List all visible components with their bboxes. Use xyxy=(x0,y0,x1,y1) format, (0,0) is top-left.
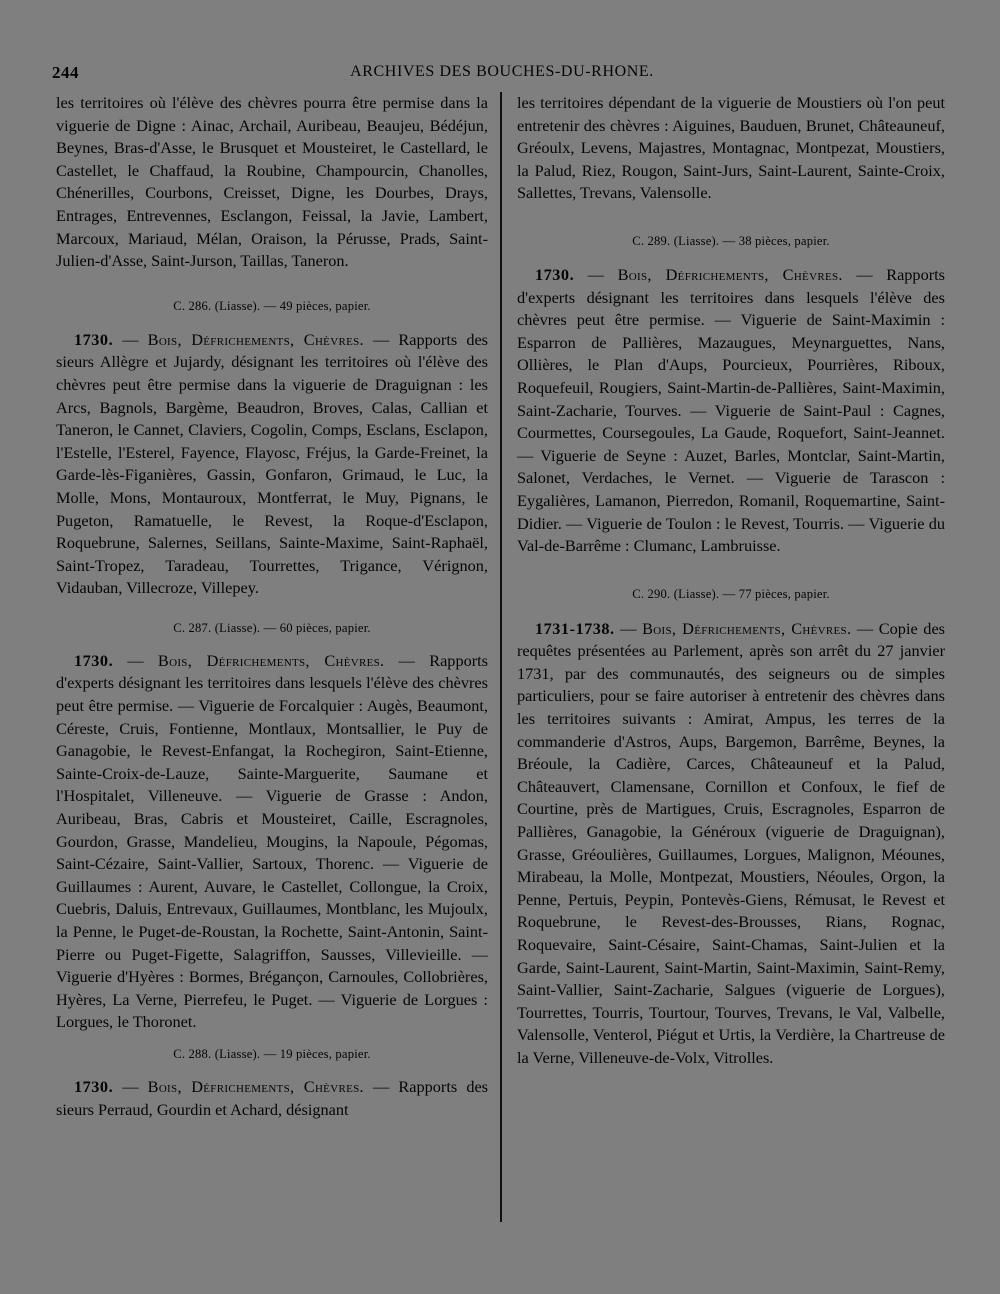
running-title: ARCHIVES DES BOUCHES-DU-RHONE. xyxy=(350,63,654,80)
entry-text: — Rapports d'experts désignant les territoires dans lesquels l'élève des chèvres peut être permise. — Viguerie de Saint-Maximin : Esparron de Pallières, Mazaugues, Meynarguettes, Nans, Ollières, le Plan d'Aups, Pourcieux, Pourrières, Riboux, Roquefeuil, Rougiers, Saint-Martin-de-Pallières, Saint-Maximin, Saint-Zacharie, Tourves. — Viguerie de Saint-Paul : Cagnes, Courmettes, Coursegoules, La Gaude, Roquefort, Saint-Jeannet. — Viguerie de Seyne : Auzet, Barles, Montclar, Saint-Martin, Salonet, Verdaches, le Vernet. — Viguerie de Tarascon : Eygalières, Lamanon, Pierredon, Romanil, Roquemartine, Saint-Didier. — Viguerie de Toulon : le Revest, Tourris. — Viguerie du Val-de-Barrême : Clumanc, Lambruisse. xyxy=(517,264,945,556)
entry-subject: Bois, Défrichements, Chèvres. xyxy=(157,650,385,670)
archive-reference: C. 286. (Liasse). — 49 pièces, papier. xyxy=(173,298,371,313)
entry-date: 1730. xyxy=(74,650,114,670)
entry-date: 1731-1738. xyxy=(535,618,615,638)
entry-subject: Bois, Défrichements, Chèvres. xyxy=(147,329,364,349)
entry-subject: Bois, Défrichements, Chèvres. xyxy=(642,618,852,638)
entry-text: — Rapports des sieurs Allègre et Jujardy, désignant les territoires où l'élève des chèvres peut être permise dans la viguerie de Draguignan : les Arcs, Bagnols, Bargème, Beaudron, Broves, Calas, Callian et Taneron, le Cannet, Claviers, Cogolin, Comps, Esclans, Esclapon, l'Estelle, l'Esterel, Fayence, Flayosc, Fréjus, la Garde-Freinet, la Garde-lès-Figanières, Gassin, Gonfaron, Grimaud, le Luc, la Molle, Mons, Montauroux, Montferrat, le Muy, Pignans, le Pugeton, Ramatuelle, le Revest, la Roque-d'Esclapon, Roquebrune, Salernes, Seillans, Sainte-Maxime, Saint-Raphaël, Saint-Tropez, Taradeau, Tourrettes, Trigance, Vérignon, Vidauban, Villecroze, Villepey. xyxy=(56,329,489,598)
archive-reference: C. 287. (Liasse). — 60 pièces, papier. xyxy=(173,620,371,635)
entry-text: — Copie des requêtes présentées au Parlement, après son arrêt du 27 janvier 1731, par des communautés, des seigneurs ou de simples particuliers, pour se faire autoriser à entretenir des chèvres dans les territoires suivants : Amirat, Ampus, les terres de la commanderie d'Astros, Aups, Bargemon, Barrême, Beynes, la Bréoule, la Cadière, Carces, Châteauneuf et la Palud, Châteauvert, Clamensane, Cornillon et Confoux, le fief de Courtine, près de Martigues, Cruis, Escragnoles, Esparron de Pallières, Ganagobie, la Généroux (viguerie de Draguignan), Grasse, Gréoulières, Guillaumes, Lorgues, Malignon, Méounes, Mirabeau, la Molle, Montpezat, Moustiers, Néoules, Orgon, la Penne, Pertuis, Peypin, Pontevès-Giens, Rémusat, le Revest et Roquebrune, le Revest-des-Brousses, Rians, Rognac, Roquevaire, Saint-Césaire, Saint-Chamas, Saint-Julien et la Garde, Saint-Laurent, Saint-Martin, Saint-Maximin, Saint-Remy, Saint-Vallier, Saint-Zacharie, Salgues (viguerie de Lorgues), Tourrettes, Tourris, Tourtour, Tourves, Trevans, le Val, Valbelle, Valensolle, Venterol, Piégut et Urtis, la Verdière, la Chartreuse de la Verne, Villeneuve-de-Volx, Vitrolles. xyxy=(517,618,946,1067)
entry-subject: Bois, Défrichements, Chèvres. xyxy=(617,264,843,284)
archive-reference: C. 289. (Liasse). — 38 pièces, papier. xyxy=(632,233,830,248)
inventory-entry xyxy=(517,618,945,1070)
left-column xyxy=(56,92,488,1121)
entry-text: — Rapports d'experts désignant les territoires dans lesquels l'élève des chèvres peut être permise. — Viguerie de Forcalquier : Augès, Beaumont, Céreste, Cruis, Fontienne, Montlaux, Montsallier, le Puy de Ganagobie, le Revest-Enfangat, la Rochegiron, Saint-Etienne, Sainte-Croix-de-Lauze, Sainte-Marguerite, Saumane et l'Hospitalet, Villeneuve. — Viguerie de Grasse : Andon, Auribeau, Bras, Cabris et Mousteiret, Caille, Escragnoles, Gourdon, Grasse, Mandelieu, Mougins, la Napoule, Pégomas, Saint-Cézaire, Saint-Vallier, Sartoux, Thorenc. — Viguerie de Guillaumes : Aurent, Auvare, le Castellet, Collongue, la Croix, Cuebris, Daluis, Entrevaux, Guillaumes, Montblanc, les Mujoulx, la Penne, le Puget-de-Roustan, la Rochette, Saint-Antonin, Saint-Pierre ou Puget-Figette, Salagriffon, Sausses, Villevieille. — Viguerie d'Hyères : Bormes, Brégançon, Carnoules, Collobrières, Hyères, La Verne, Pierrefeu, le Puget. — Viguerie de Lorgues : Lorgues, le Thoronet. xyxy=(56,650,489,1032)
entry-date: 1730. xyxy=(74,1076,114,1096)
page-number: 244 xyxy=(52,63,79,82)
right-column xyxy=(517,92,945,1070)
entry-date: 1730. xyxy=(535,264,575,284)
inventory-entry xyxy=(56,1076,488,1121)
entry-subject: Bois, Défrichements, Chèvres. xyxy=(147,1076,364,1096)
inventory-entry xyxy=(517,264,945,558)
archive-reference: C. 288. (Liasse). — 19 pièces, papier. xyxy=(173,1046,371,1061)
entry-text: — Rapports des sieurs Perraud, Gourdin et Achard, désignant xyxy=(56,1076,489,1119)
entry-dash: — xyxy=(113,329,148,349)
column-divider xyxy=(500,92,502,1222)
entry-dash: — xyxy=(113,650,158,670)
inventory-entry xyxy=(56,329,488,600)
archive-reference: C. 290. (Liasse). — 77 pièces, papier. xyxy=(632,586,830,601)
entry-dash: — xyxy=(614,618,643,638)
continuation-paragraph: les territoires où l'élève des chèvres pourra être permise dans la viguerie de Digne : Ainac, Archail, Auribeau, Beaujeu, Bédéjun, Beynes, Bras-d'Asse, le Brusquet et Mousteiret, le Castellard, le Castellet, le Chaffaud, la Roubine, Champourcin, Chanolles, Chénerilles, Courbons, Creisset, Digne, les Dourbes, Drays, Entrages, Entrevennes, Esclangon, Feissal, la Javie, Lambert, Marcoux, Mariaud, Mélan, Oraison, la Pérusse, Prads, Saint-Julien-d'Asse, Saint-Jurson, Taillas, Taneron. xyxy=(56,93,488,271)
entry-date: 1730. xyxy=(74,329,114,349)
entry-dash: — xyxy=(574,264,618,284)
page-header xyxy=(52,63,952,89)
inventory-entry xyxy=(56,650,488,1034)
entry-dash: — xyxy=(113,1076,148,1096)
continuation-paragraph: les territoires dépendant de la viguerie de Moustiers où l'on peut entretenir des chèvres : Aiguines, Bauduen, Brunet, Châteauneuf, Gréoulx, Levens, Majastres, Montagnac, Montpezat, Moustiers, la Palud, Riez, Rougon, Saint-Jurs, Saint-Laurent, Sainte-Croix, Sallettes, Trevans, Valensolle. xyxy=(517,93,945,203)
